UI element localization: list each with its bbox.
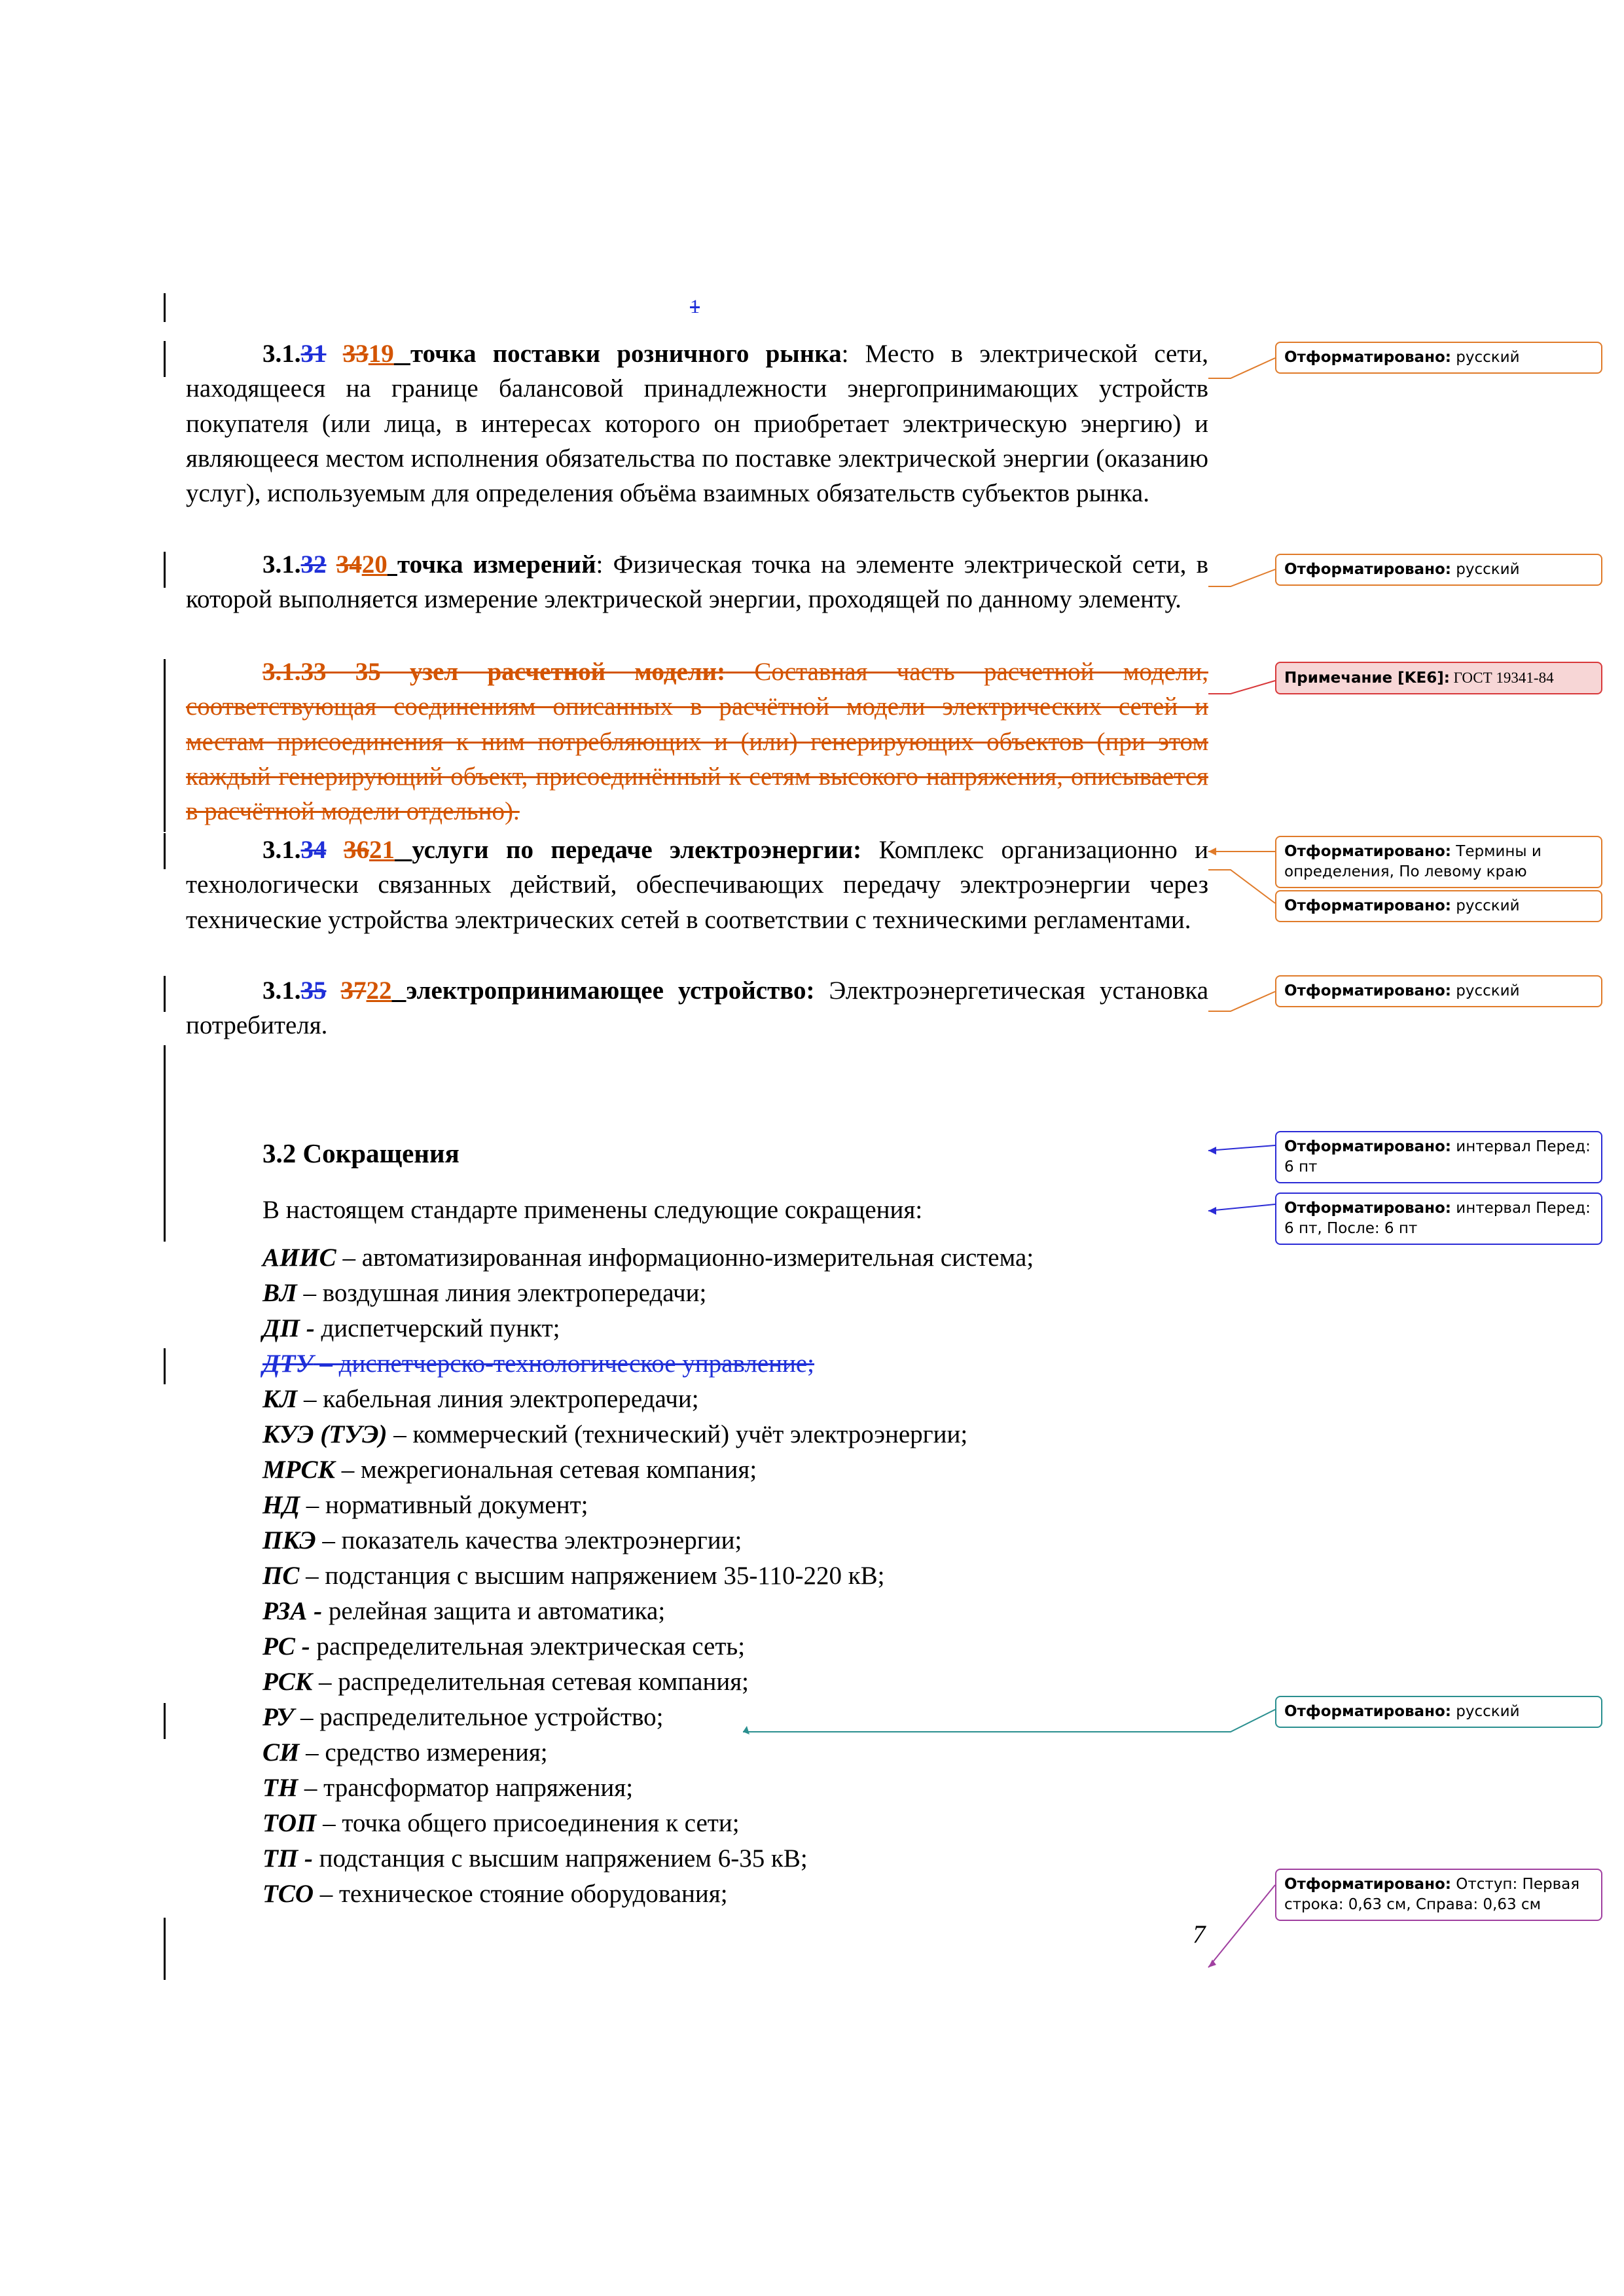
note-comment-balloon[interactable]: [1275, 662, 1602, 694]
comment-body: Термины и определения, По левому краю: [1284, 843, 1542, 880]
section-intro: В настоящем стандарте применены следующие сокращения:: [262, 1196, 923, 1224]
deleted-number: 37: [340, 977, 367, 1005]
definition-term: точка измерений: [397, 550, 596, 579]
definition-body: Физическая точка на элементе электрической сети, в которой выполняется измерение электрической энергии, проходящей по данному элементу.: [186, 550, 1209, 614]
abbreviation-term: РЗА -: [262, 1597, 323, 1625]
abbreviation-term: АИИС: [262, 1244, 336, 1272]
definition-number-prefix: 3.1.: [262, 340, 301, 368]
abbreviation-term: ПКЭ: [262, 1526, 316, 1554]
connector-arrowhead: [1208, 1207, 1216, 1215]
comment-title: Отформатировано:: [1284, 982, 1451, 999]
format-comment-balloon[interactable]: [1275, 975, 1602, 1007]
abbreviation-definition: – техническое стояние оборудования;: [314, 1880, 728, 1908]
abbreviation-term: ВЛ: [262, 1279, 297, 1307]
abbreviation-definition: – коммерческий (технический) учёт электроэнергии;: [387, 1420, 968, 1448]
abbreviation-term: РС -: [262, 1632, 310, 1660]
abbreviation-term: КЛ: [262, 1385, 298, 1413]
definition-number-prefix: 3.1.: [262, 836, 301, 864]
comment-title: Отформатировано:: [1284, 1138, 1451, 1155]
deleted-definition-term: 3.1.33 35 узел расчетной модели:: [262, 658, 726, 686]
page-number: 7: [1193, 1920, 1206, 1948]
connector-line: [1208, 681, 1275, 694]
connector-arrowhead: [1208, 848, 1216, 855]
format-comment-balloon[interactable]: [1275, 1696, 1602, 1728]
comment-body: русский: [1451, 897, 1520, 914]
abbreviation-term: ТСО: [262, 1880, 314, 1908]
comment-title: Отформатировано:: [1284, 897, 1451, 914]
comment-title: Отформатировано:: [1284, 349, 1451, 366]
abbreviation-definition: – диспетчерско-технологическое управление;: [313, 1350, 815, 1378]
abbreviation-definition: – нормативный документ;: [299, 1491, 588, 1519]
abbreviation-term: РСК: [262, 1668, 313, 1696]
abbreviation-definition: – подстанция с высшим напряжением 35-110-220 кВ;: [299, 1562, 885, 1590]
definition-body: Комплекс организационно и технологически связанных действий, обеспечивающих передачу электроэнергии через технические устройства электрических сетей в соответствии с техническими регламентами.: [186, 836, 1209, 934]
deleted-number: 35: [300, 977, 327, 1005]
comment-body: интервал Перед: 6 пт: [1284, 1138, 1591, 1175]
inserted-number: 19: [368, 340, 394, 368]
deleted-number: 36: [343, 836, 369, 864]
inserted-number: 21: [369, 836, 395, 864]
abbreviation-definition: – распределительная сетевая компания;: [312, 1668, 749, 1696]
comment-title: Отформатировано:: [1284, 1703, 1451, 1720]
term-separator: :: [596, 550, 604, 579]
comment-title: Примечание [KE6]:: [1284, 670, 1450, 687]
abbreviation-definition: – межрегиональная сетевая компания;: [334, 1456, 757, 1484]
definition-term: точка поставки розничного рынка: [410, 340, 842, 368]
deleted-number: 31: [300, 340, 327, 368]
abbreviation-term: НД: [262, 1491, 300, 1519]
abbreviation-term: ПС: [262, 1562, 300, 1590]
abbreviation-definition: – средство измерения;: [299, 1738, 548, 1767]
connector-line: [743, 1710, 1275, 1732]
connector-line: [1208, 569, 1275, 586]
comment-body: Отступ: Первая строка: 0,63 см, Справа: 0,63 см: [1284, 1876, 1580, 1913]
connector-arrowhead: [1208, 1960, 1216, 1967]
term-separator: :: [841, 340, 849, 368]
abbreviation-definition: – кабельная линия электропередачи;: [297, 1385, 699, 1413]
section-heading: 3.2 Сокращения: [262, 1138, 460, 1168]
inserted-number: 22: [366, 977, 392, 1005]
connector-line: [1208, 1204, 1275, 1211]
definition-body: Место в электрической сети, находящееся на границе балансовой принадлежности энергопринимающих устройств покупателя (или лица, в интересах которого он приобретает электрическую энергию) и являющееся местом исполнения обязательства по поставке электрической энергии (оказанию услуг), используемым для определения объёма взаимных обязательств субъектов рынка.: [186, 340, 1208, 508]
comment-body: ГОСТ 19341-84: [1449, 670, 1554, 686]
abbreviation-term: РУ: [262, 1703, 295, 1731]
connector-line: [1208, 870, 1275, 903]
connector-line: [1208, 992, 1275, 1011]
abbreviation-definition: – воздушная линия электропередачи;: [297, 1279, 707, 1307]
comment-title: Отформатировано:: [1284, 843, 1451, 860]
definition-body: Электроэнергетическая установка потребителя.: [186, 977, 1209, 1040]
deleted-definition-body: Составная часть расчетной модели, соответствующая соединениям описанных в расчётной модели электрических сетей и местам присоединения к ним потребляющих и (или) генерирующих объектов (при этом каждый генерирующий объект, присоединённый к сетям высокого напряжения, описывается в расчётной модели отдельно).: [186, 658, 1208, 826]
format-comment-balloon[interactable]: [1275, 1193, 1602, 1245]
definition-term: услуги по передаче электроэнергии:: [412, 836, 862, 864]
connector-line: [1208, 1885, 1275, 1967]
definition-number-prefix: 3.1.: [262, 977, 301, 1005]
abbreviation-term: КУЭ (ТУЭ): [262, 1420, 388, 1448]
comment-title: Отформатировано:: [1284, 561, 1451, 578]
comment-body: русский: [1451, 1703, 1520, 1720]
abbreviation-term: ДП -: [262, 1314, 315, 1342]
abbreviation-term: ДТУ: [262, 1350, 314, 1378]
abbreviation-definition: диспетчерский пункт;: [314, 1314, 560, 1342]
deleted-number: 33: [342, 340, 369, 368]
format-comment-balloon[interactable]: [1275, 890, 1602, 922]
abbreviation-term: ТН: [262, 1774, 298, 1802]
format-comment-balloon[interactable]: [1275, 836, 1602, 888]
format-comment-balloon[interactable]: [1275, 554, 1602, 586]
comment-body: интервал Перед: 6 пт, После: 6 пт: [1284, 1200, 1591, 1237]
inserted-number: 20: [361, 550, 388, 579]
deleted-number: 34: [300, 836, 327, 864]
deleted-number: 32: [300, 550, 327, 579]
abbreviation-definition: – точка общего присоединения к сети;: [316, 1809, 740, 1837]
connector-line: [1208, 358, 1275, 378]
connector-arrowhead: [743, 1726, 749, 1734]
connector-arrowhead: [1208, 1147, 1216, 1155]
abbreviation-term: МРСК: [262, 1456, 335, 1484]
abbreviation-definition: – показатель качества электроэнергии;: [316, 1526, 742, 1554]
comment-body: русский: [1451, 561, 1520, 578]
abbreviation-term: ТОП: [262, 1809, 317, 1837]
abbreviation-definition: – распределительное устройство;: [294, 1703, 664, 1731]
abbreviation-term: ТП -: [262, 1844, 313, 1873]
comment-title: Отформатировано:: [1284, 1200, 1451, 1217]
deleted-marker: 1: [690, 296, 700, 317]
definition-number-prefix: 3.1.: [262, 550, 301, 579]
format-comment-balloon[interactable]: [1275, 1131, 1602, 1183]
abbreviation-definition: распределительная электрическая сеть;: [310, 1632, 746, 1660]
abbreviation-definition: – трансформатор напряжения;: [298, 1774, 634, 1802]
abbreviation-term: СИ: [262, 1738, 300, 1767]
format-comment-balloon[interactable]: [1275, 1869, 1602, 1921]
connector-line: [1208, 1145, 1275, 1151]
abbreviation-definition: релейная защита и автоматика;: [322, 1597, 666, 1625]
format-comment-balloon[interactable]: [1275, 342, 1602, 374]
comment-body: русский: [1451, 349, 1520, 366]
abbreviation-definition: подстанция с высшим напряжением 6-35 кВ;: [312, 1844, 808, 1873]
deleted-number: 34: [336, 550, 362, 579]
comment-body: русский: [1451, 982, 1520, 999]
abbreviation-definition: – автоматизированная информационно-измерительная система;: [336, 1244, 1034, 1272]
comment-title: Отформатировано:: [1284, 1876, 1451, 1893]
definition-term: электропринимающее устройство:: [406, 977, 815, 1005]
